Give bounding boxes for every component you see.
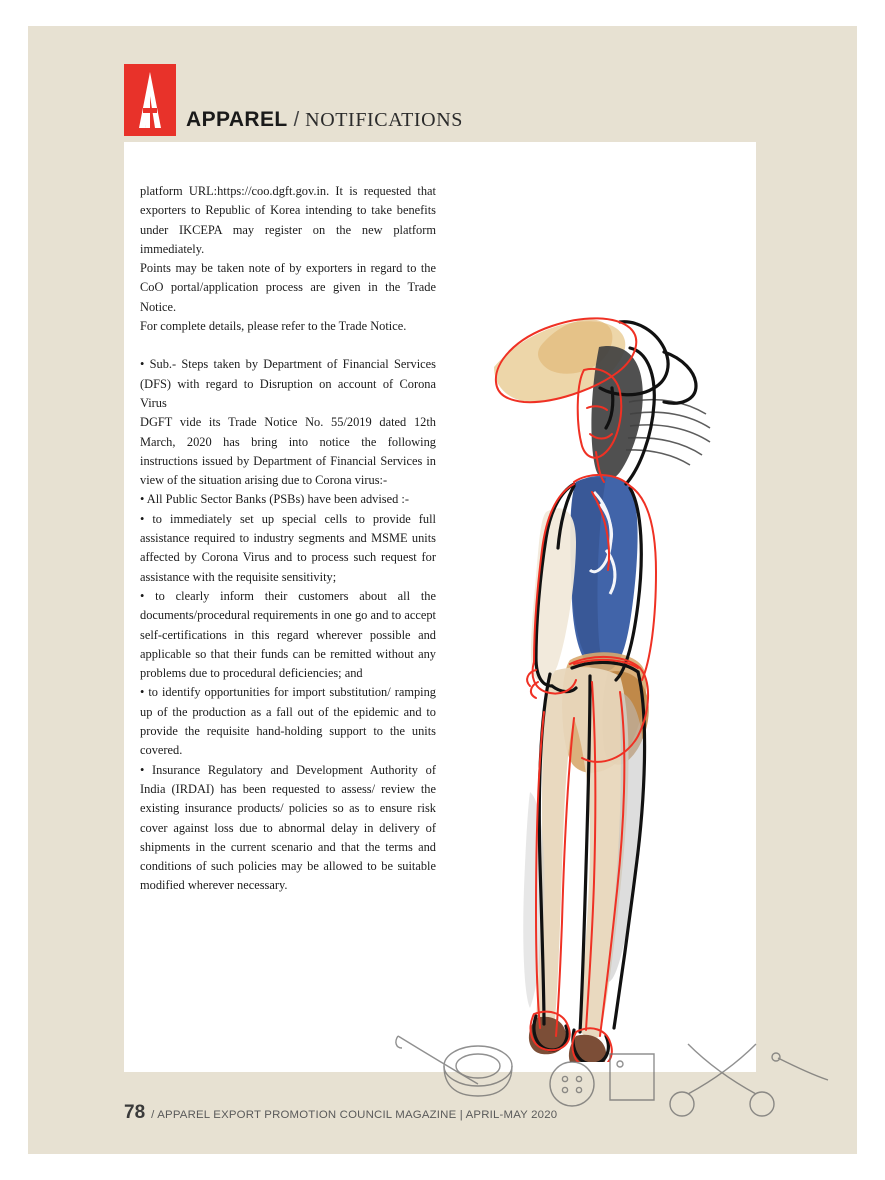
paragraph: Points may be taken note of by exporters in regard to the CoO portal/application process are given in the Trade Notice. [140, 261, 436, 314]
section-title: NOTIFICATIONS [305, 109, 463, 131]
paragraph: platform URL:https://coo.dgft.gov.in. It is requested that exporters to Republic of Korea intending to take benefits under IKCEPA may register on the new platform immediately. [140, 184, 436, 256]
brand-separator: / [293, 109, 300, 131]
brand-title: APPAREL [186, 108, 288, 131]
paragraph-spacer [140, 336, 436, 355]
masthead [124, 46, 463, 136]
paragraph: • to immediately set up special cells to provide full assistance required to industry segments and MSME units affected by Corona Virus and to process such request for assistance with the requisite sensitivity; [140, 511, 436, 584]
page-footer [124, 1102, 557, 1124]
footer-caption: / APPAREL EXPORT PROMOTION COUNCIL MAGAZINE | APRIL-MAY 2020 [151, 1109, 558, 1121]
paragraph: DGFT vide its Trade Notice No. 55/2019 dated 12th March, 2020 has bring into notice the following instructions issued by Department of Financial Services in view of the situation arising due to Corona virus:- [140, 415, 436, 488]
page-number: 78 [124, 1102, 146, 1123]
paragraph: • to clearly inform their customers about all the documents/procedural requirements in one go and to accept self-certifications in this regard wherever possible and applicable so that their funds can be remitted without any problems due to procedural deficiencies; and [140, 588, 436, 681]
paragraph: • All Public Sector Banks (PSBs) have been advised :- [140, 492, 409, 507]
content-card [124, 142, 756, 1072]
paragraph: • to identify opportunities for import substitution/ ramping up of the production as a fall out of the epidemic and to provide the requisite hand-holding support to the units covered. [140, 685, 436, 758]
brand-line [186, 108, 463, 136]
paragraph: • Sub.- Steps taken by Department of Financial Services (DFS) with regard to Disruption on account of Corona Virus [140, 357, 436, 410]
magazine-page [28, 26, 857, 1154]
article-text-column [140, 182, 436, 896]
apparel-a-logo-icon [124, 64, 176, 136]
paragraph: • Insurance Regulatory and Development Authority of India (IRDAI) has been requested to assess/ review the existing insurance products/ policies so as to ensure risk cover against loss due to abnormal delay in delivery of shipments in the current scenario and that the terms and conditions of such policies may be allowed to be suitable modified wherever necessary. [140, 762, 436, 893]
fashion-sketch-illustration [424, 152, 754, 1062]
paragraph: For complete details, please refer to the Trade Notice. [140, 319, 407, 334]
